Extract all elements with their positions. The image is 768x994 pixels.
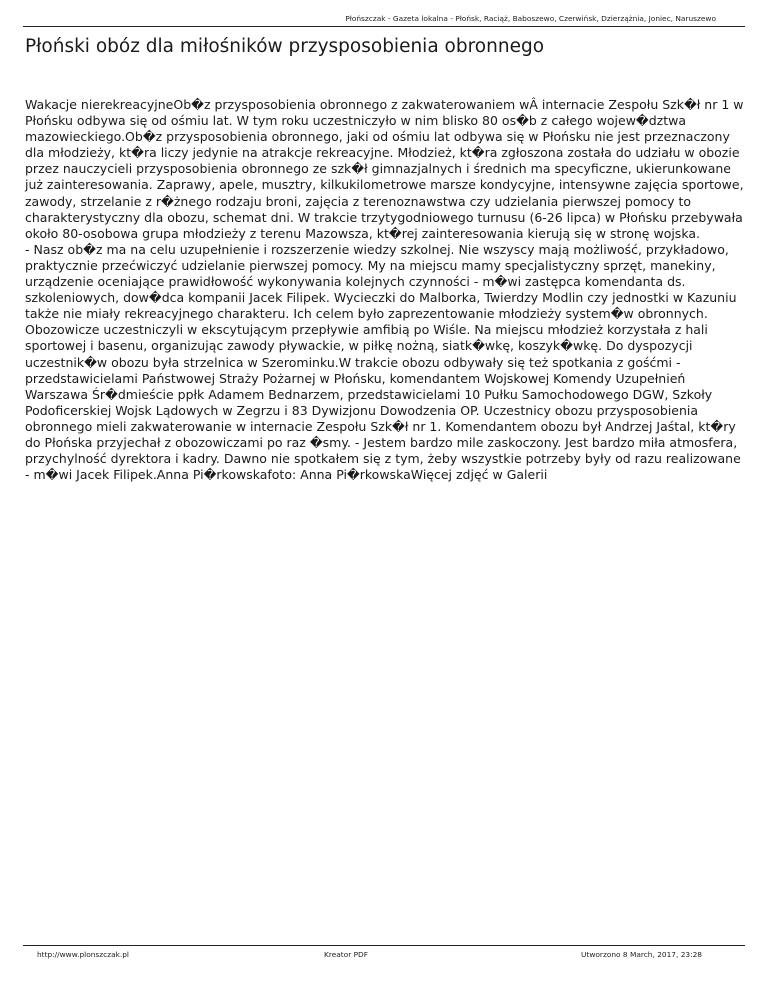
header-divider [23,26,745,27]
article-body [25,97,749,483]
footer-generator: Kreator PDF [324,950,369,959]
article-title: Płoński obóz dla miłośników przysposobienia obronnego [25,36,545,57]
article-paragraph: Wakacje nierekreacyjneOb�z przysposobienia obronnego z zakwaterowaniem wÂ internacie Zespołu Szk�ł nr 1 w Płońsku odbywa się od ośmiu lat. W tym roku uczestniczyło w nim blisko 80 os�b z całego wojew�dztwa mazowieckiego.Ob�z przysposobienia obronnego, jaki od ośmiu lat odbywa się w Płońsku nie jest przeznaczony dla młodzieży, kt�ra liczy jedynie na atrakcje rekreacyjne. Młodzież, kt�ra zgłoszona została do udziału w obozie przez nauczycieli przysposobienia obronnego ze szk�ł gimnazjalnych i średnich ma specyficzne, ukierunkowane już zainteresowania. Zaprawy, apele, musztry, kilkukilometrowe marsze kondycyjne, intensywne zajęcia sportowe, zawody, strzelanie z r�żnego rodzaju broni, zajęcia z terenoznawstwa czy udzielania pierwszej pomocy to charakterystyczny dla obozu, schemat dni. W trakcie trzytygodniowego turnusu (6-26 lipca) w Płońsku przebywała około 80-osobowa grupa młodzieży z terenu Mazowsza, kt�rej zainteresowania kierują się w stronę wojska. [25,97,744,241]
site-header-line: Płońszczak - Gazeta lokalna - Płońsk, Raciąż, Baboszewo, Czerwińsk, Dzierzążnia, Joniec, Naruszewo [345,14,716,23]
footer-site-url: http://www.plonszczak.pl [37,950,129,959]
footer-created-timestamp: Utworzono 8 March, 2017, 23:28 [581,950,702,959]
article-paragraph: - Nasz ob�z ma na celu uzupełnienie i rozszerzenie wiedzy szkolnej. Nie wszyscy mają możliwość, przykładowo, praktycznie przećwiczyć udzielanie pierwszej pomocy. My na miejscu mamy specjalistyczny sprzęt, manekiny, urządzenie oceniające prawidłowość wykonywania kolejnych czynności - m�wi zastępca komendanta ds. szkoleniowych, dow�dca kompanii Jacek Filipek. Wycieczki do Malborka, Twierdzy Modlin czy jednostki w Kazuniu także nie miały rekreacyjnego charakteru. Ich celem było zaprezentowanie młodzieży system�w obronnych. Obozowicze uczestniczyli w ekscytującym przepływie amfibią po Wiśle. Na miejscu młodzież korzystała z hali sportowej i basenu, organizując zawody pływackie, w piłkę nożną, siatk�wkę, koszyk�wkę. Do dyspozycji uczestnik�w obozu była strzelnica w Szerominku.W trakcie obozu odbywały się też spotkania z gośćmi - przedstawicielami Państwowej Straży Pożarnej w Płońsku, komendantem Wojskowej Komendy Uzupełnień Warszawa Śr�dmieście ppłk Adamem Bednarzem, przedstawicielami 10 Pułku Samochodowego DGW, Szkoły Podoficerskiej Wojsk Lądowych w Zegrzu i 83 Dywizjonu Dowodzenia OP. Uczestnicy obozu przysposobienia obronnego mieli zakwaterowanie w internacie Zespołu Szk�ł nr 1. Komendantem obozu był Andrzej Jaśtal, kt�ry do Płońska przyjechał z obozowiczami po raz �smy. - Jestem bardzo mile zaskoczony. Jest bardzo miła atmosfera, przychylność dyrektora i kadry. Dawno nie spotkałem się z tym, żeby wszystkie potrzeby były od razu realizowane - m�wi Jacek Filipek.Anna Pi�rkowskafoto: Anna Pi�rkowskaWięcej zdjęć w Galerii [25,241,741,483]
footer-divider [23,945,745,946]
